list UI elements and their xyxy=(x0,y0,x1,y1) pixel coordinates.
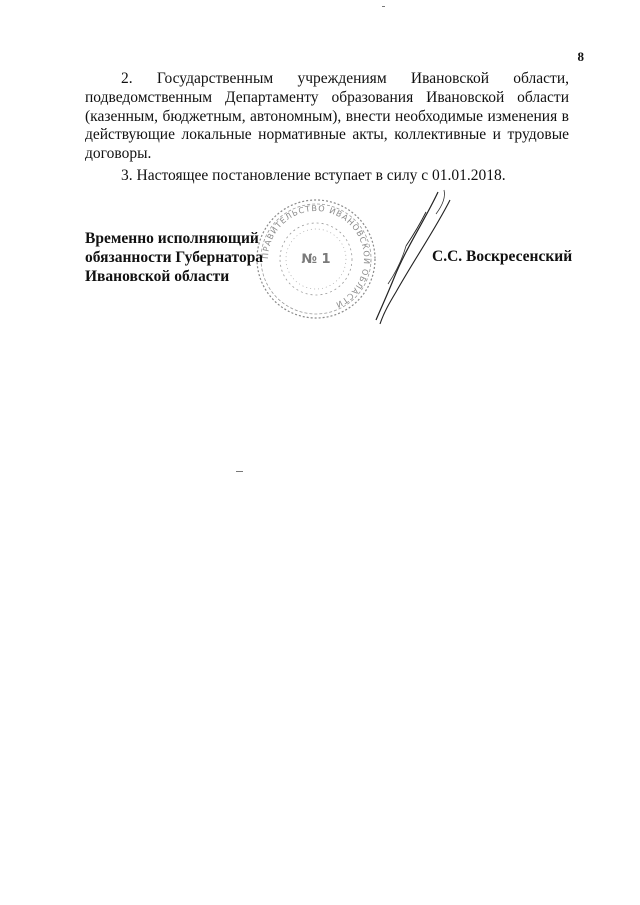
document-body xyxy=(85,70,569,186)
seal-ring-text: ПРАВИТЕЛЬСТВО ИВАНОВСКОЙ ОБЛАСТИ xyxy=(260,203,372,310)
signer-name: С.С. Воскресенский xyxy=(432,248,573,265)
paragraph-3: 3. Настоящее постановление вступает в силу с 01.01.2018. xyxy=(121,166,506,184)
scan-speck xyxy=(236,471,243,472)
signatory-line-2: обязанности Губернатора xyxy=(85,249,264,266)
signatory-line-3: Ивановской области xyxy=(85,268,230,285)
page-number: 8 xyxy=(577,49,584,64)
scan-speck xyxy=(382,6,385,7)
signatory-line-1: Временно исполняющий xyxy=(85,230,259,247)
signatory-title xyxy=(85,229,285,286)
paragraph-2: 2. Государственным учреждениям Ивановской области, подведомственным Департаменту образования Ивановской области (казенным, бюджетным, автономным), внести необходимые изменения в действующие локальные нормативные акты, коллективные и трудовые договоры. xyxy=(85,70,569,163)
seal-center-text: № 1 xyxy=(301,252,331,267)
